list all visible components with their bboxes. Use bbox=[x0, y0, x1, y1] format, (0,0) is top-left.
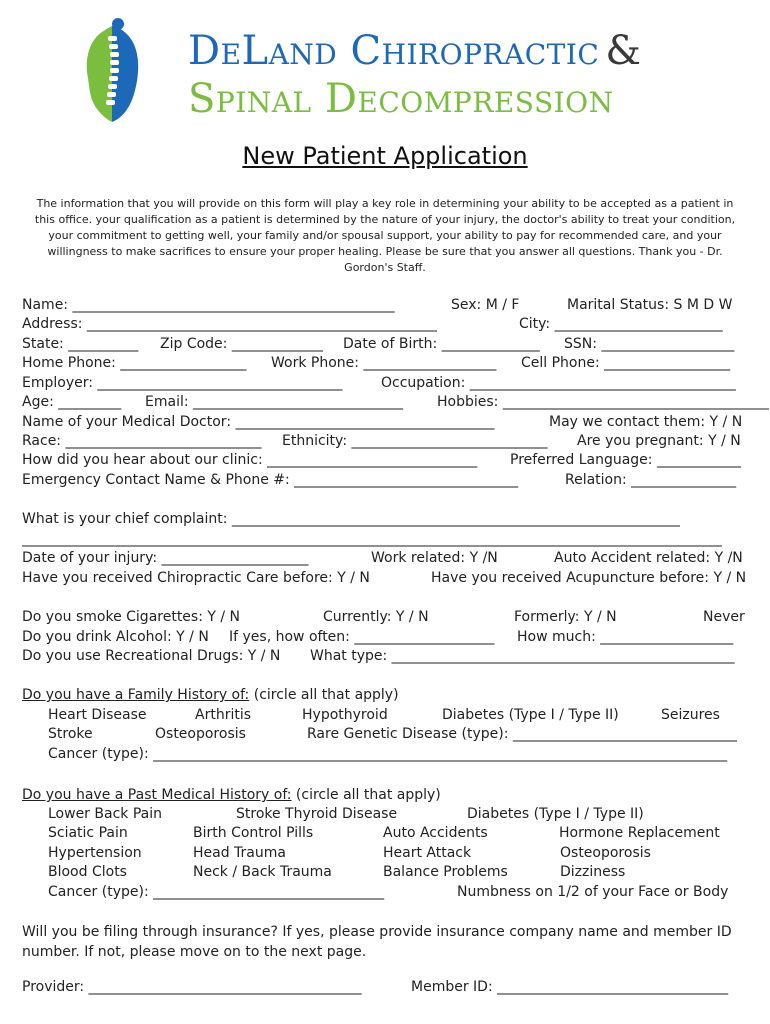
past-hormone-option[interactable]: Hormone Replacement bbox=[559, 825, 720, 841]
zip-field[interactable]: Zip Code: _____________ bbox=[160, 336, 323, 352]
past-lower-back-pain-option[interactable]: Lower Back Pain bbox=[48, 806, 162, 822]
occupation-field[interactable]: Occupation: ______________________________________ bbox=[381, 375, 736, 391]
brand-line-1 bbox=[188, 28, 641, 74]
past-neck-back-trauma-option[interactable]: Neck / Back Trauma bbox=[193, 864, 332, 880]
past-hypertension-option[interactable]: Hypertension bbox=[48, 845, 142, 861]
family-stroke-option[interactable]: Stroke bbox=[48, 726, 93, 742]
past-heart-attack-option[interactable]: Heart Attack bbox=[383, 845, 472, 861]
past-numbness-option[interactable]: Numbness on 1/2 of your Face or Body bbox=[457, 884, 729, 900]
alcohol-frequency-field[interactable]: If yes, how often: ____________________ bbox=[229, 629, 495, 645]
email-field[interactable]: Email: ______________________________ bbox=[145, 394, 404, 410]
language-field[interactable]: Preferred Language: ____________ bbox=[510, 452, 741, 468]
medical-doctor-field[interactable]: Name of your Medical Doctor: _____________________________________ bbox=[22, 414, 495, 430]
pregnant-field[interactable]: Are you pregnant: Y / N bbox=[577, 433, 741, 449]
family-hypothyroid-option[interactable]: Hypothyroid bbox=[302, 707, 388, 723]
family-osteoporosis-option[interactable]: Osteoporosis bbox=[155, 726, 246, 742]
insurance-provider-field[interactable]: Provider: _______________________________________ bbox=[22, 979, 362, 995]
smoke-field[interactable]: Do you smoke Cigarettes: Y / N bbox=[22, 609, 241, 625]
address-field[interactable]: Address: __________________________________________________ bbox=[22, 316, 437, 332]
family-heart-disease-option[interactable]: Heart Disease bbox=[48, 707, 147, 723]
brand-ampersand: & bbox=[605, 28, 642, 74]
family-history-note: (circle all that apply) bbox=[249, 687, 399, 703]
alcohol-field[interactable]: Do you drink Alcohol: Y / N bbox=[22, 629, 209, 645]
past-osteoporosis-option[interactable]: Osteoporosis bbox=[560, 845, 651, 861]
page-title: New Patient Application bbox=[242, 142, 528, 170]
cell-phone-field[interactable]: Cell Phone: __________________ bbox=[521, 355, 731, 371]
spine-figure-icon bbox=[82, 18, 142, 126]
age-field[interactable]: Age: _________ bbox=[22, 394, 122, 410]
home-phone-field[interactable]: Home Phone: __________________ bbox=[22, 355, 247, 371]
family-history-heading bbox=[22, 686, 399, 704]
past-history-heading bbox=[22, 786, 441, 804]
past-stroke-thyroid-option[interactable]: Stroke Thyroid Disease bbox=[236, 806, 398, 822]
chief-complaint-field[interactable]: What is your chief complaint: ________________________________________________________________ bbox=[22, 511, 680, 527]
past-dizziness-option[interactable]: Dizziness bbox=[560, 864, 626, 880]
family-seizures-option[interactable]: Seizures bbox=[661, 707, 720, 723]
insurance-question: Will you be filing through insurance? If yes, please provide insurance company name and member ID number. If not, please move on to the next page. bbox=[22, 924, 732, 960]
referral-field[interactable]: How did you hear about our clinic: ______________________________ bbox=[22, 452, 478, 468]
past-sciatic-pain-option[interactable]: Sciatic Pain bbox=[48, 825, 128, 841]
alcohol-amount-field[interactable]: How much: ___________________ bbox=[517, 629, 734, 645]
past-balance-option[interactable]: Balance Problems bbox=[383, 864, 508, 880]
past-auto-accidents-option[interactable]: Auto Accidents bbox=[383, 825, 488, 841]
past-head-trauma-option[interactable]: Head Trauma bbox=[193, 845, 286, 861]
past-blood-clots-option[interactable]: Blood Clots bbox=[48, 864, 127, 880]
race-field[interactable]: Race: ____________________________ bbox=[22, 433, 262, 449]
past-birth-control-option[interactable]: Birth Control Pills bbox=[193, 825, 314, 841]
emergency-contact-field[interactable]: Emergency Contact Name & Phone #: ________________________________ bbox=[22, 472, 519, 488]
past-cancer-field[interactable]: Cancer (type): _________________________________ bbox=[48, 884, 385, 900]
past-history-note: (circle all that apply) bbox=[291, 787, 441, 803]
auto-accident-field[interactable]: Auto Accident related: Y /N bbox=[554, 550, 743, 566]
currently-smoke-field[interactable]: Currently: Y / N bbox=[323, 609, 429, 625]
formerly-smoke-field[interactable]: Formerly: Y / N bbox=[514, 609, 617, 625]
member-id-field[interactable]: Member ID: _________________________________ bbox=[411, 979, 729, 995]
family-arthritis-option[interactable]: Arthritis bbox=[195, 707, 252, 723]
chief-complaint-line-2[interactable]: ____________________________________________________________________________________________________ bbox=[22, 531, 722, 547]
state-field[interactable]: State: __________ bbox=[22, 336, 139, 352]
intro-paragraph: The information that you will provide on this form will play a key role in determining your ability to be accepted as a patient in this office. your qualification as a patient is determined by the nature of your injury, the doctor's ability to treat your condition, your commitment to getting well, your family and/or spousal support, your ability to pay for recommended care, and your willingness to make sacrifices to ensure your proper healing. Please be sure that you answer all questions. Thank you - Dr. Gordon's Staff. bbox=[34, 197, 736, 274]
ssn-field[interactable]: SSN: ___________________ bbox=[564, 336, 735, 352]
family-history-title: Do you have a Family History of: bbox=[22, 687, 250, 703]
past-diabetes-option[interactable]: Diabetes (Type I / Type II) bbox=[467, 806, 644, 822]
injury-date-field[interactable]: Date of your injury: _____________________ bbox=[22, 550, 309, 566]
brand-name: DeLand Chiropractic bbox=[188, 28, 600, 74]
hobbies-field[interactable]: Hobbies: ______________________________________ bbox=[437, 394, 769, 410]
city-field[interactable]: City: ________________________ bbox=[519, 316, 723, 332]
work-related-field[interactable]: Work related: Y /N bbox=[371, 550, 498, 566]
dob-field[interactable]: Date of Birth: ______________ bbox=[343, 336, 540, 352]
drugs-field[interactable]: Do you use Recreational Drugs: Y / N bbox=[22, 648, 281, 664]
acupuncture-field[interactable]: Have you received Acupuncture before: Y / N bbox=[431, 570, 747, 586]
past-history-title: Do you have a Past Medical History of: bbox=[22, 787, 292, 803]
employer-field[interactable]: Employer: ___________________________________ bbox=[22, 375, 343, 391]
brand-line-2: Spinal Decompression bbox=[188, 76, 614, 122]
relation-field[interactable]: Relation: _______________ bbox=[565, 472, 737, 488]
drug-type-field[interactable]: What type: _________________________________________________ bbox=[310, 648, 735, 664]
name-field[interactable]: Name: ______________________________________________ bbox=[22, 297, 395, 313]
contact-doctor-field[interactable]: May we contact them: Y / N bbox=[549, 414, 743, 430]
family-diabetes-option[interactable]: Diabetes (Type I / Type II) bbox=[442, 707, 619, 723]
sex-field[interactable]: Sex: M / F bbox=[451, 297, 520, 313]
work-phone-field[interactable]: Work Phone: ___________________ bbox=[271, 355, 497, 371]
never-smoke-option[interactable]: Never bbox=[703, 609, 745, 625]
ethnicity-field[interactable]: Ethnicity: ____________________________ bbox=[282, 433, 548, 449]
chiropractic-care-field[interactable]: Have you received Chiropractic Care before: Y / N bbox=[22, 570, 370, 586]
family-cancer-field[interactable]: Cancer (type): __________________________________________________________________________________ bbox=[48, 746, 728, 762]
family-rare-disease-field[interactable]: Rare Genetic Disease (type): ________________________________ bbox=[307, 726, 737, 742]
marital-status-field[interactable]: Marital Status: S M D W bbox=[567, 297, 733, 313]
